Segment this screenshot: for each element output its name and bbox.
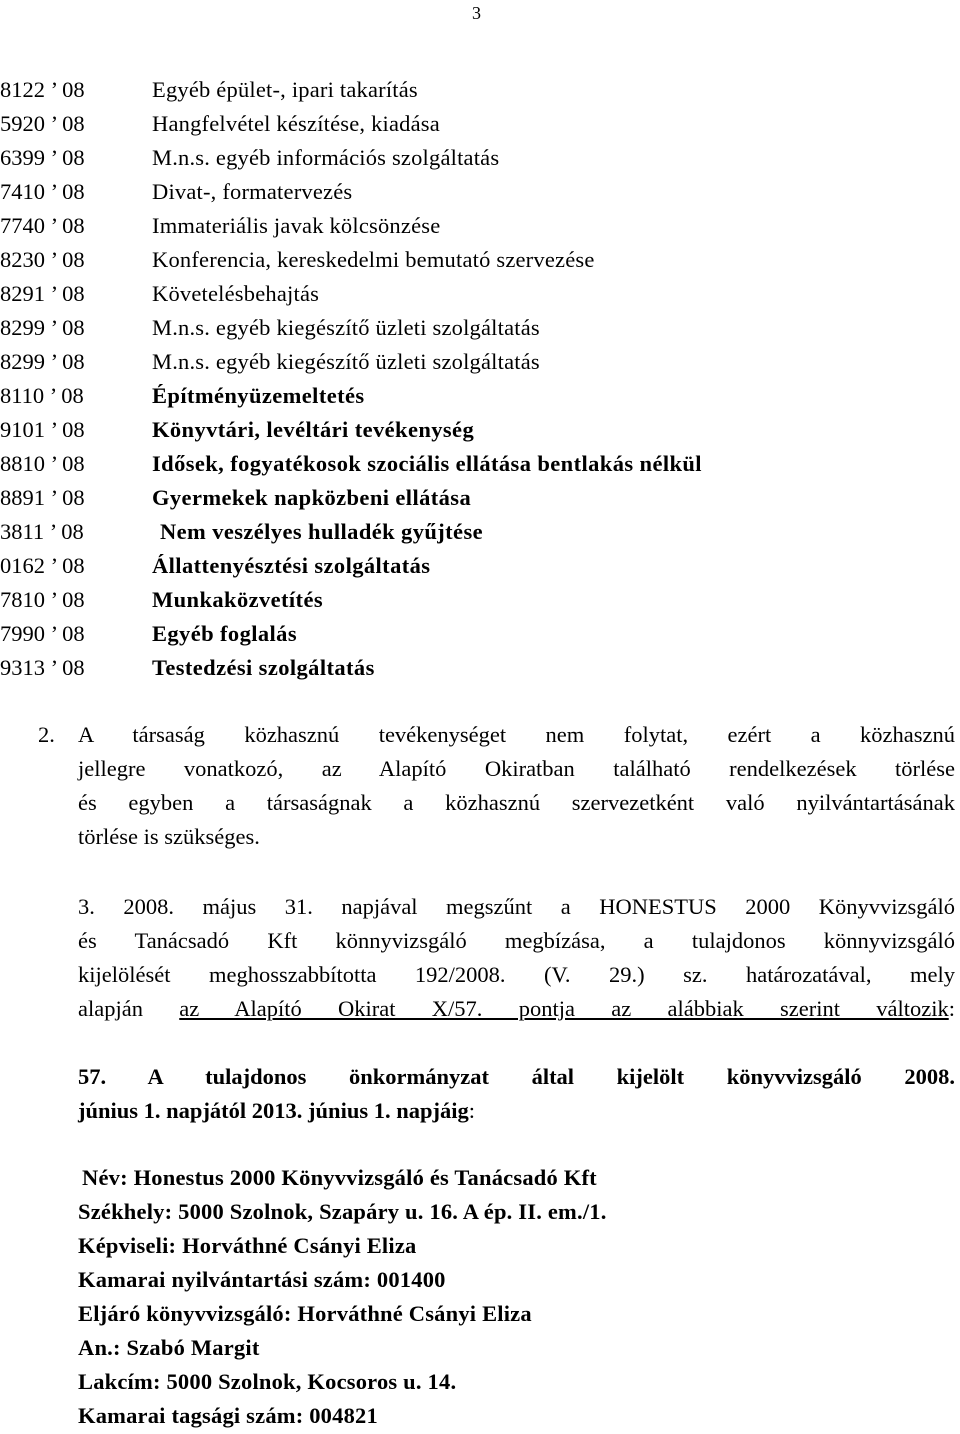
paragraph-line: kijelölését meghosszabbította 192/2008. (V. 29.) sz. határozatával, mely: [78, 962, 955, 987]
activity-code: 9101 ’ 08: [0, 417, 85, 442]
activity-row: [0, 141, 960, 175]
activity-code: 8299 ’ 08: [0, 315, 85, 340]
activity-code: 7990 ’ 08: [0, 621, 85, 646]
address: Lakcím: 5000 Szolnok, Kocsoros u. 14.: [78, 1369, 457, 1394]
chamber-membership-number: Kamarai tagsági szám: 004821: [78, 1403, 378, 1428]
activity-row: [0, 413, 960, 447]
paragraph-text: június 1. napjától 2013. június 1. napjáig: [78, 1098, 469, 1123]
paragraph-3: [78, 890, 955, 1026]
activity-row: [0, 311, 960, 345]
activity-row: [0, 243, 960, 277]
paragraph-57: [78, 1060, 955, 1128]
activity-description: Építményüzemeltetés: [152, 383, 365, 408]
paragraph-line: jellegre vonatkozó, az Alapító Okiratban található rendelkezések törlése: [78, 756, 955, 781]
underlined-reference: az Alapító Okirat X/57. pontja az alábbiak szerint változik: [179, 996, 949, 1021]
activity-row: [0, 583, 960, 617]
activity-description: Követelésbehajtás: [152, 281, 320, 306]
paragraph-line: [78, 992, 955, 1026]
activity-row: [0, 175, 960, 209]
activity-code: 8291 ’ 08: [0, 281, 85, 306]
activity-description: Gyermekek napközbeni ellátása: [152, 485, 472, 510]
activity-code: 9313 ’ 08: [0, 655, 85, 680]
activity-row: [0, 107, 960, 141]
activity-code: 7810 ’ 08: [0, 587, 85, 612]
mother-name: An.: Szabó Margit: [78, 1335, 260, 1360]
activity-description: Munkaközvetítés: [152, 587, 323, 612]
paragraph-text: alapján: [78, 996, 180, 1021]
activity-row: [0, 73, 960, 107]
activity-description: Egyéb foglalás: [152, 621, 297, 646]
activity-description: Immateriális javak kölcsönzése: [152, 213, 441, 238]
activity-code: 8299 ’ 08: [0, 349, 85, 374]
activity-code: 3811 ’ 08: [0, 519, 84, 544]
activity-row: [0, 345, 960, 379]
activity-code: 0162 ’ 08: [0, 553, 85, 578]
acting-auditor: Eljáró könyvvizsgáló: Horváthné Csányi Eliza: [78, 1301, 532, 1326]
auditor-info: [78, 1161, 607, 1433]
activity-description: Testedzési szolgáltatás: [152, 655, 375, 680]
activity-description: Állattenyésztési szolgáltatás: [152, 553, 431, 578]
activity-code: 8230 ’ 08: [0, 247, 85, 272]
activity-description: Egyéb épület-, ipari takarítás: [152, 77, 418, 102]
activity-description: M.n.s. egyéb kiegészítő üzleti szolgáltatás: [152, 349, 540, 374]
activity-description: Hangfelvétel készítése, kiadása: [152, 111, 440, 136]
paragraph-line: és egyben a társaságnak a közhasznú szervezetként való nyilvántartásának: [78, 790, 955, 815]
activity-description: Divat-, formatervezés: [152, 179, 353, 204]
paragraph-line: 3. 2008. május 31. napjával megszűnt a HONESTUS 2000 Könyvvizsgáló: [78, 894, 955, 919]
activity-row: [0, 277, 960, 311]
paragraph-line: [38, 718, 955, 752]
paragraph-line: 57. A tulajdonos önkormányzat által kijelölt könyvvizsgáló 2008.: [78, 1064, 955, 1089]
activity-code: 8891 ’ 08: [0, 485, 85, 510]
activity-row: [0, 447, 960, 481]
activity-code: 8810 ’ 08: [0, 451, 85, 476]
activity-row: [0, 515, 960, 549]
activity-code: 6399 ’ 08: [0, 145, 85, 170]
activity-list: [0, 73, 960, 685]
paragraph-line: és Tanácsadó Kft könnyvizsgáló megbízása, a tulajdonos könnyvizsgáló: [78, 928, 955, 953]
activity-description: Nem veszélyes hulladék gyűjtése: [160, 519, 483, 544]
paragraph-line: törlése is szükséges.: [78, 824, 260, 849]
activity-code: 7410 ’ 08: [0, 179, 85, 204]
activity-code: 5920 ’ 08: [0, 111, 85, 136]
activity-description: Idősek, fogyatékosok szociális ellátása bentlakás nélkül: [152, 451, 702, 476]
chamber-registration-number: Kamarai nyilvántartási szám: 001400: [78, 1267, 446, 1292]
activity-row: [0, 481, 960, 515]
paragraph-text: A társaság közhasznú tevékenységet nem folytat, ezért a közhasznú: [78, 722, 955, 747]
activity-row: [0, 651, 960, 685]
auditor-seat: Székhely: 5000 Szolnok, Szapáry u. 16. A ép. II. em./1.: [78, 1199, 607, 1224]
activity-description: Konferencia, kereskedelmi bemutató szervezése: [152, 247, 595, 272]
activity-description: M.n.s. egyéb információs szolgáltatás: [152, 145, 500, 170]
activity-code: 7740 ’ 08: [0, 213, 85, 238]
activity-code: 8122 ’ 08: [0, 77, 85, 102]
paragraph-number: 2.: [38, 722, 55, 747]
page-number: 3: [472, 3, 481, 23]
paragraph-text: :: [948, 996, 955, 1021]
activity-description: Könyvtári, levéltári tevékenység: [152, 417, 475, 442]
activity-row: [0, 549, 960, 583]
activity-row: [0, 379, 960, 413]
activity-row: [0, 617, 960, 651]
auditor-name: Név: Honestus 2000 Könyvvizsgáló és Tanácsadó Kft: [82, 1165, 597, 1190]
auditor-representative: Képviseli: Horváthné Csányi Eliza: [78, 1233, 417, 1258]
paragraph-text: :: [468, 1098, 476, 1123]
paragraph-line: [78, 1094, 955, 1128]
paragraph-2: [38, 718, 955, 854]
activity-row: [0, 209, 960, 243]
activity-code: 8110 ’ 08: [0, 383, 84, 408]
activity-description: M.n.s. egyéb kiegészítő üzleti szolgáltatás: [152, 315, 540, 340]
